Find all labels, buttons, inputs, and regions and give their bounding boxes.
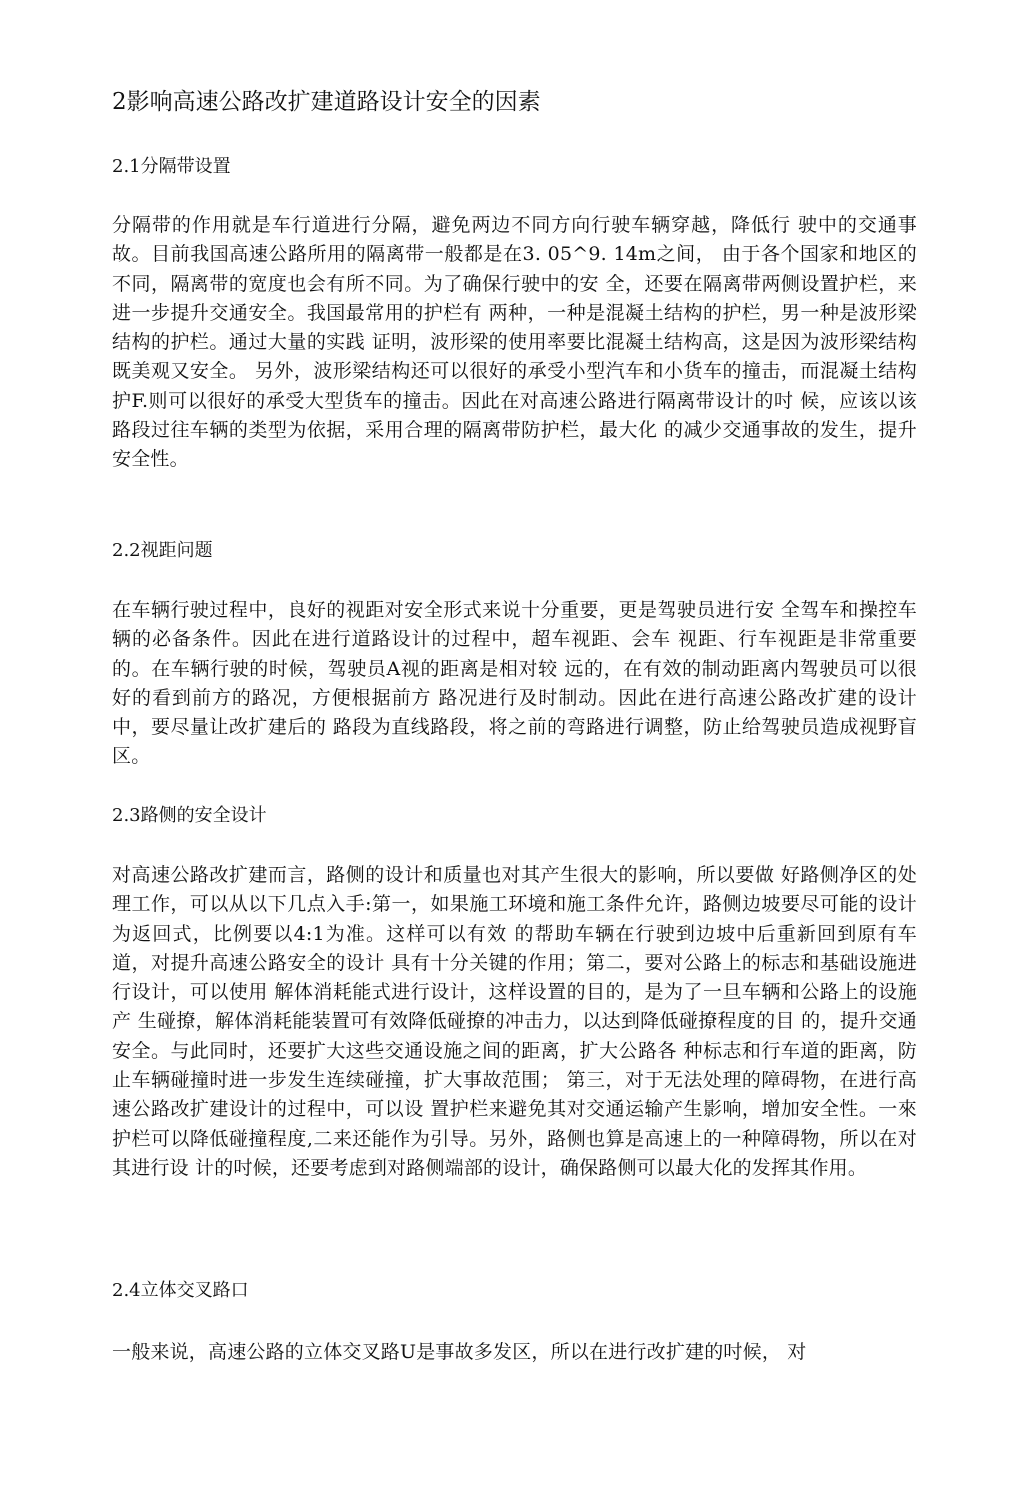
section-body-2-4: 一般来说，高速公路的立体交叉路U是事故多发区，所以在进行改扩建的吋候， 对 [112,1341,807,1363]
section-heading-2-1: 2.1分隔带设置 [112,156,231,177]
section-body-2-3: 对高速公路改扩建而言，路侧的设计和质量也对其产生很大的影响，所以要做 好路侧净区的处理工作，可以从以下几点入手:第一，如果施工环境和施工条件允许，路侧边坡要尽可能的设计为返回式，比例要以4:1为准。这样可以有效 的帮助车辆在行驶到边坡中后重新回到原有车道，对提升高速公路安全的设计 具有十分关键的作用；第二，要对公路上的标志和基础设施进行设计，可以使用 解体消耗能式进行设计，这样设置的目的，是为了一旦车辆和公路上的设施产 生碰撩，解体消耗能装置可有效降低碰撩的冲击力，以达到降低碰撩程度的目 的，提升交通安全。与此同时，还要扩大这些交通设施之间的距离，扩大公路各 种标志和行车道的距离，防止车辆碰撞时进一步发生连续碰撞，扩大事故范围； 第三，对于无法处理的障碍物，在进行高速公路改扩建设计的过程中，可以设 置护栏来避免其对交通运输产生影响，增加安全性。一來护栏可以降低碰撞程度,二来还能作为引导。另外，路侧也算是高速上的一种障碍物，所以在对其进行设 计的吋候，还要考虑到对路侧端部的设计，确保路侧可以最大化的发挥其作用。 [112,864,917,1179]
section-body-2-1: 分隔带的作用就是车行道进行分隔，避免两边不同方向行驶车辆穿越，降低行 驶中的交通事故。目前我国高速公路所用的隔离带一般都是在3. 05^9. 14m之间， 由于各个国家和地区的不同，隔离带的宽度也会有所不同。为了确保行驶中的安 全，还要在隔离带两侧设置护栏，来进一步提升交通安全。我国最常用的护栏有 两种，一种是混凝土结构的护栏，男一种是波形梁结构的护栏。通过大量的实践 证明，波形梁的使用率要比混凝土结构高，这是因为波形梁结构既美观又安全。 另外，波形梁结构还可以很好的承受小型汽车和小货车的撞击，而混凝土结构 护F.则可以很好的承受大型货车的撞击。因此在对高速公路进行隔离带设计的吋 候，应该以该路段过往车辆的类型为依据，采用合理的隔离带防护栏，最大化 的减少交通事故的发生，提升安全性。 [112,214,917,471]
section-heading-2-2: 2.2视距问题 [112,540,213,561]
section-heading-2-3: 2.3路侧的安全设计 [112,805,267,826]
section-body-2-2: 在车辆行驶过程中，良好的视距对安全形式来说十分重要，更是驾驶员进行安 全驾车和操控车辆的必备条件。因此在进行道路设计的过程中，超车视距、会车 视距、行车视距是非常重要的。在车辆行驶的时候，驾驶员A视的距离是相对较 远的，在有效的制动距离内驾驶员可以很好的看到前方的路况，方便根据前方 路况进行及时制动。因此在进行高速公路改扩建的设计中，要尽量让改扩建后的 路段为直线路段，将之前的弯路进行调整，防止给驾驶员造成视野盲区。 [112,599,917,768]
page-title: 2影响高速公路改扩建道路设计安全的因素 [112,89,541,115]
section-heading-2-4: 2.4立体交叉路口 [112,1280,249,1301]
